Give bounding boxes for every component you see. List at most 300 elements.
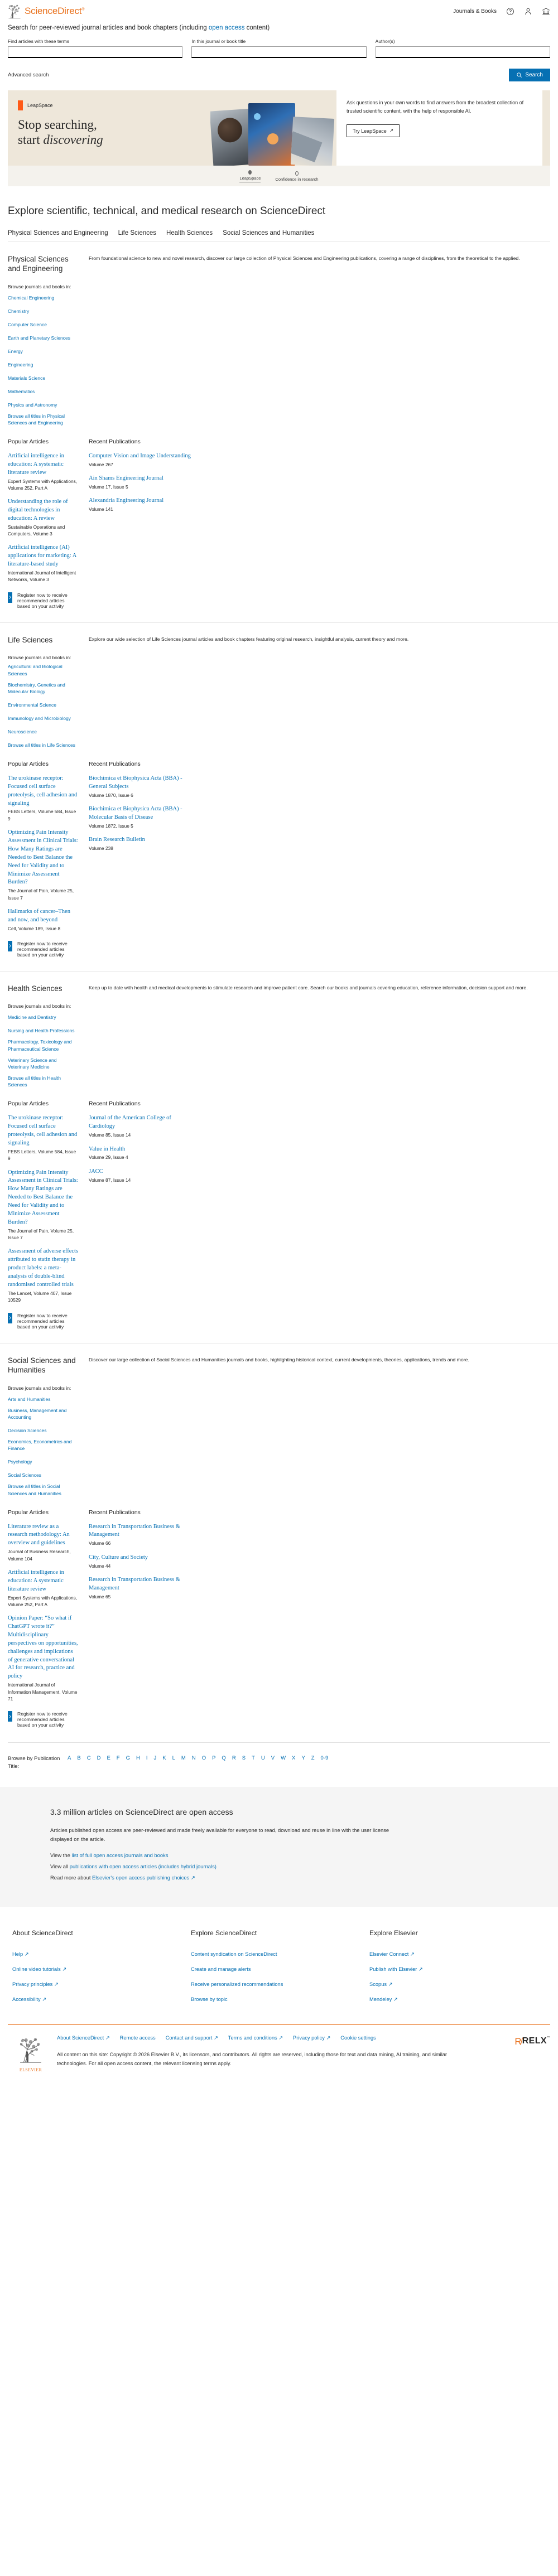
promo-right-edge bbox=[542, 90, 550, 166]
alpha-link-r[interactable]: R bbox=[232, 1755, 236, 1762]
footer-link[interactable]: Help ↗ bbox=[12, 1951, 29, 1957]
carousel-dot-icon bbox=[295, 171, 299, 176]
promo-headline-line2-emphasis: discovering bbox=[43, 132, 103, 147]
chevron-right-icon bbox=[8, 944, 12, 948]
browse-link[interactable]: Physics and Astronomy bbox=[8, 402, 57, 408]
article-title-link[interactable]: Optimizing Pain Intensity Assessment in Clinical Trials: How Many Ratings are Needed to Best Balance the Need for Validity and to Minimize Assessment Burden? bbox=[8, 1169, 78, 1226]
relx-logo bbox=[513, 2035, 550, 2072]
promo-headline-line1: Stop searching, bbox=[18, 117, 97, 132]
carousel-dot-active-icon bbox=[248, 170, 252, 175]
browse-list-item bbox=[8, 1438, 79, 1453]
recent-publications-heading: Recent Publications bbox=[89, 1509, 141, 1516]
browse-list-item bbox=[8, 1407, 79, 1422]
article-source: Sustainable Operations and Computers, Volume 3 bbox=[8, 524, 65, 537]
subject-tabs bbox=[8, 230, 550, 242]
popular-articles-column bbox=[8, 431, 79, 609]
browse-link[interactable]: Mathematics bbox=[8, 388, 35, 394]
alpha-link-f[interactable]: F bbox=[116, 1755, 120, 1762]
browse-link[interactable]: Environmental Science bbox=[8, 702, 56, 708]
carousel-item-leapspace[interactable] bbox=[239, 170, 261, 182]
alpha-link-b[interactable]: B bbox=[77, 1755, 81, 1762]
carousel-item-confidence[interactable] bbox=[275, 171, 318, 182]
search-button-label: Search bbox=[525, 71, 543, 78]
institution-icon[interactable] bbox=[542, 7, 550, 16]
footer-link-item bbox=[369, 1979, 548, 1989]
elsevier-tree-icon-footer bbox=[19, 2035, 42, 2064]
open-access-line-link[interactable]: list of full open access journals and books bbox=[71, 1852, 169, 1858]
publication-item bbox=[89, 836, 191, 852]
tab-life-sciences[interactable]: Life Sciences bbox=[118, 229, 157, 236]
subject-description: Explore our wide selection of Life Sciences journal articles and book chapters featuring original research, insightful analysis, current theory and more. bbox=[89, 636, 409, 642]
publication-title-link[interactable]: Research in Transportation Business & Management bbox=[89, 1523, 180, 1538]
subject-description: Discover our large collection of Social Sciences and Humanities journals and books, highlighting historical context, current developments, theories, applications, trends and more. bbox=[89, 1356, 469, 1362]
footer-link[interactable]: Elsevier Connect ↗ bbox=[369, 1951, 415, 1957]
footer-column-1 bbox=[191, 1929, 369, 2009]
search-field-journal-label: In this journal or book title bbox=[191, 38, 246, 44]
search-section bbox=[0, 21, 558, 90]
browse-link[interactable]: Psychology bbox=[8, 1459, 32, 1465]
alpha-link-d[interactable]: D bbox=[97, 1755, 101, 1762]
promo-artwork bbox=[210, 103, 336, 166]
article-title-link[interactable]: Assessment of adverse effects attributed to statin therapy in product labels: a meta-analysis of double-blind randomised controlled trials bbox=[8, 1248, 79, 1288]
browse-list-item bbox=[8, 663, 79, 678]
browse-list-item bbox=[8, 1012, 79, 1022]
browse-label: Browse journals and books in: bbox=[8, 1385, 71, 1391]
search-journal-input[interactable] bbox=[191, 46, 366, 58]
search-field-authors bbox=[376, 38, 550, 58]
browse-link[interactable]: Veterinary Science and Veterinary Medicine bbox=[8, 1057, 57, 1070]
tab-physical-sciences[interactable]: Physical Sciences and Engineering bbox=[8, 229, 108, 236]
site-footer bbox=[0, 1907, 558, 2009]
popular-articles-heading: Popular Articles bbox=[8, 438, 49, 445]
relx-trademark: ™ bbox=[547, 2036, 550, 2039]
popular-articles-column bbox=[8, 1501, 79, 1728]
recent-publications-heading: Recent Publications bbox=[89, 438, 141, 445]
browse-label: Browse journals and books in: bbox=[8, 283, 71, 289]
promo-banner bbox=[8, 90, 550, 166]
open-access-line bbox=[50, 1863, 550, 1869]
browse-link[interactable]: Browse all titles in Health Sciences bbox=[8, 1075, 61, 1088]
footer-link-item bbox=[191, 1949, 369, 1959]
help-icon[interactable] bbox=[506, 7, 514, 16]
register-cta-label: Register now to receive recommended articles based on your activity bbox=[17, 1711, 68, 1728]
footer-link[interactable]: Online video tutorials ↗ bbox=[12, 1966, 67, 1972]
publication-volume: Volume 238 bbox=[89, 845, 113, 851]
recent-publications-heading: Recent Publications bbox=[89, 1100, 141, 1108]
site-header bbox=[0, 0, 558, 21]
subject-description: From foundational science to new and novel research, discover our large collection of Physical Sciences and Engineering publications, covering a range of disciplines, from the theoretical to the applied. bbox=[89, 255, 520, 261]
article-source: Expert Systems with Applications, Volume 252, Part A bbox=[8, 1594, 78, 1607]
publication-title-link[interactable]: Biochimica et Biophysica Acta (BBA) - General Subjects bbox=[89, 775, 182, 790]
open-access-section bbox=[0, 1787, 558, 1907]
article-item bbox=[8, 452, 79, 491]
subject-grid bbox=[8, 1356, 550, 1728]
browse-list-item bbox=[8, 359, 79, 369]
register-chevron-box bbox=[8, 1711, 12, 1722]
footer-bottom-link[interactable]: Remote access bbox=[119, 2034, 156, 2041]
search-actions bbox=[8, 69, 550, 90]
publication-volume: Volume 1872, Issue 5 bbox=[89, 823, 133, 829]
page-title: Explore scientific, technical, and medical research on ScienceDirect bbox=[8, 205, 326, 217]
browse-list-item bbox=[8, 413, 79, 427]
alpha-link-c[interactable]: C bbox=[86, 1755, 91, 1762]
publication-volume: Volume 87, Issue 14 bbox=[89, 1177, 131, 1183]
recent-publications-heading: Recent Publications bbox=[89, 760, 141, 767]
footer-link[interactable]: Privacy principles ↗ bbox=[12, 1981, 59, 1987]
article-item bbox=[8, 908, 79, 932]
open-access-line bbox=[50, 1852, 550, 1858]
footer-link[interactable]: Scopus ↗ bbox=[369, 1981, 393, 1987]
alpha-link-i[interactable]: I bbox=[146, 1755, 148, 1762]
register-cta-label: Register now to receive recommended articles based on your activity bbox=[17, 592, 68, 609]
search-field-authors-label: Author(s) bbox=[375, 38, 395, 44]
browse-link[interactable]: Arts and Humanities bbox=[8, 1396, 51, 1402]
search-terms-input[interactable] bbox=[8, 46, 182, 58]
article-source: Journal of Business Research, Volume 104 bbox=[8, 1549, 71, 1562]
footer-column-2 bbox=[369, 1929, 548, 2009]
browse-list-item bbox=[8, 346, 79, 356]
footer-bottom-link[interactable]: About ScienceDirect ↗ bbox=[57, 2034, 110, 2041]
browse-list-item bbox=[8, 1057, 79, 1071]
footer-link[interactable]: Publish with Elsevier ↗ bbox=[369, 1966, 423, 1972]
promo-image-card-3 bbox=[291, 117, 334, 166]
publication-title-link[interactable]: Alexandria Engineering Journal bbox=[89, 497, 164, 504]
alpha-link-a[interactable]: A bbox=[68, 1755, 71, 1762]
footer-bottom-link[interactable]: Cookie settings bbox=[340, 2034, 376, 2041]
relx-wordmark: RELX bbox=[522, 2036, 547, 2046]
publication-title-link[interactable]: Journal of the American College of Cardiology bbox=[89, 1115, 171, 1130]
browse-link[interactable]: Pharmacology, Toxicology and Pharmaceutical Science bbox=[8, 1039, 72, 1052]
carousel-label-2: Confidence in research bbox=[275, 176, 319, 182]
article-source: FEBS Letters, Volume 584, Issue 9 bbox=[8, 1149, 76, 1162]
publication-volume: Volume 65 bbox=[89, 1593, 111, 1599]
alpha-link-h[interactable]: H bbox=[136, 1755, 140, 1762]
browse-link[interactable]: Earth and Planetary Sciences bbox=[8, 335, 70, 341]
article-source: FEBS Letters, Volume 584, Issue 9 bbox=[8, 809, 76, 821]
popular-articles-column bbox=[8, 1093, 79, 1329]
article-source: The Journal of Pain, Volume 25, Issue 7 bbox=[8, 888, 74, 901]
footer-bottom-link[interactable]: Contact and support ↗ bbox=[165, 2034, 218, 2041]
open-access-links bbox=[50, 1852, 550, 1881]
alpha-link-o[interactable]: O bbox=[201, 1755, 206, 1762]
footer-link-item bbox=[12, 1964, 191, 1974]
publication-title-link[interactable]: Computer Vision and Image Understanding bbox=[89, 452, 191, 459]
browse-list bbox=[8, 292, 79, 427]
browse-link[interactable]: Immunology and Microbiology bbox=[8, 715, 71, 721]
browse-label: Browse journals and books in: bbox=[8, 655, 71, 661]
footer-link[interactable]: Accessibility ↗ bbox=[12, 1996, 47, 2002]
publication-item bbox=[89, 1114, 191, 1138]
browse-list bbox=[8, 1012, 79, 1089]
advanced-search-link[interactable]: Advanced search bbox=[8, 71, 49, 78]
publication-title-link[interactable]: JACC bbox=[89, 1168, 103, 1175]
subject-heading: Health Sciences bbox=[8, 984, 62, 993]
browse-link[interactable]: Engineering bbox=[8, 361, 33, 368]
browse-list-item bbox=[8, 1075, 79, 1089]
footer-link-item bbox=[12, 1994, 191, 2004]
alpha-link-q[interactable]: Q bbox=[222, 1755, 226, 1762]
browse-list bbox=[8, 663, 79, 750]
elsevier-tree-icon bbox=[8, 3, 21, 19]
relx-mark-icon: R̸ bbox=[513, 2036, 522, 2047]
publication-item bbox=[89, 497, 191, 513]
publication-item bbox=[89, 1576, 191, 1600]
search-heading bbox=[8, 25, 550, 31]
article-title-link[interactable]: Literature review as a research methodology: An overview and guidelines bbox=[8, 1523, 70, 1546]
footer-link-list bbox=[191, 1949, 369, 2004]
article-source: The Journal of Pain, Volume 25, Issue 7 bbox=[8, 1227, 74, 1241]
browse-list-item bbox=[8, 399, 79, 409]
alpha-link-g[interactable]: G bbox=[126, 1755, 130, 1762]
publication-volume: Volume 29, Issue 4 bbox=[89, 1154, 128, 1161]
browse-link[interactable]: Browse all titles in Social Sciences and Humanities bbox=[8, 1483, 61, 1496]
footer-link-item bbox=[369, 1964, 548, 1974]
subject-left-column bbox=[8, 984, 79, 1093]
subject-heading: Social Sciences and Humanities bbox=[8, 1356, 76, 1375]
explore-section bbox=[0, 186, 558, 242]
article-source: Expert Systems with Applications, Volume 252, Part A bbox=[8, 478, 78, 491]
browse-list-item bbox=[8, 1425, 79, 1435]
publication-item bbox=[89, 1523, 191, 1547]
search-button[interactable] bbox=[509, 69, 550, 81]
subject-description: Keep up to date with health and medical developments to stimulate research and improve patient care. Search our books and journals covering education, reference information, decision support and more. bbox=[89, 984, 528, 990]
search-heading-prefix: Search for peer-reviewed journal articles and book chapters (including bbox=[8, 25, 209, 31]
promo-image-card-2 bbox=[248, 103, 295, 166]
footer-column-heading: About ScienceDirect bbox=[12, 1929, 73, 1937]
browse-list-item bbox=[8, 386, 79, 396]
recent-publications-column bbox=[89, 1501, 191, 1728]
open-access-line-prefix: View all bbox=[50, 1863, 70, 1869]
article-source: The Lancet, Volume 407, Issue 10529 bbox=[8, 1290, 72, 1303]
browse-list-item bbox=[8, 713, 79, 723]
alpha-link-u[interactable]: U bbox=[261, 1755, 265, 1762]
popular-articles-heading: Popular Articles bbox=[8, 1100, 49, 1108]
browse-link[interactable]: Chemical Engineering bbox=[8, 294, 55, 301]
alpha-link-z[interactable]: Z bbox=[311, 1755, 315, 1762]
try-leapspace-label: Try LeapSpace bbox=[353, 128, 387, 134]
external-link-arrow-icon: ↗ bbox=[389, 128, 394, 134]
search-icon bbox=[516, 72, 522, 78]
browse-list-item bbox=[8, 306, 79, 316]
try-leapspace-button[interactable] bbox=[347, 124, 400, 137]
browse-link[interactable]: Biochemistry, Genetics and Molecular Biology bbox=[8, 682, 65, 694]
browse-link[interactable]: Computer Science bbox=[8, 321, 47, 327]
browse-list-item bbox=[8, 319, 79, 329]
publication-title-link[interactable]: Biochimica et Biophysica Acta (BBA) - Molecular Basis of Disease bbox=[89, 805, 182, 820]
search-authors-input[interactable] bbox=[376, 46, 550, 58]
browse-list-item bbox=[8, 699, 79, 709]
browse-link[interactable]: Nursing and Health Professions bbox=[8, 1028, 75, 1034]
recent-publications-column bbox=[89, 753, 191, 958]
promo-copy: Ask questions in your own words to find answers from the broadest collection of trusted scientific content, with the help of responsible AI. bbox=[347, 99, 524, 114]
footer-bottom-links bbox=[57, 2035, 459, 2041]
footer-link[interactable]: Create and manage alerts bbox=[191, 1966, 251, 1972]
alphabet-links bbox=[68, 1755, 328, 1771]
browse-by-title-section bbox=[8, 1742, 550, 1787]
alpha-link-y[interactable]: Y bbox=[301, 1755, 305, 1762]
elsevier-wordmark: ELSEVIER bbox=[19, 2067, 42, 2072]
register-cta[interactable] bbox=[8, 1711, 79, 1728]
register-cta-label: Register now to receive recommended articles based on your activity bbox=[17, 940, 68, 958]
alpha-link-w[interactable]: W bbox=[281, 1755, 286, 1762]
promo-tag-label: LeapSpace bbox=[27, 102, 53, 108]
article-item bbox=[8, 1569, 79, 1608]
footer-bottom-link[interactable]: Terms and conditions ↗ bbox=[228, 2034, 283, 2041]
publication-item bbox=[89, 1554, 191, 1569]
alpha-link-l[interactable]: L bbox=[172, 1755, 175, 1762]
register-cta[interactable] bbox=[8, 941, 79, 958]
subject-section-health-sciences bbox=[0, 971, 558, 1330]
copyright-text: All content on this site: Copyright © 2026 Elsevier B.V., its licensors, and contributors. All rights are reserved, including those for text and data mining, AI training, and similar technologies. For all open access content, the relevant licensing terms apply. bbox=[57, 2051, 447, 2067]
subject-left-column bbox=[8, 254, 79, 431]
publication-item bbox=[89, 1168, 191, 1183]
browse-link[interactable]: Neuroscience bbox=[8, 728, 37, 734]
browse-link[interactable]: Browse all titles in Life Sciences bbox=[8, 742, 75, 748]
publication-volume: Volume 17, Issue 5 bbox=[89, 484, 128, 490]
publication-volume: Volume 85, Issue 14 bbox=[89, 1132, 131, 1138]
tab-social-sciences[interactable]: Social Sciences and Humanities bbox=[223, 229, 315, 236]
chevron-right-icon bbox=[8, 1714, 12, 1719]
article-title-link[interactable]: Opinion Paper: “So what if ChatGPT wrote it?” Multidisciplinary perspectives on opportunities, challenges and implications of generative conversational AI for research, practice and policy bbox=[8, 1615, 78, 1680]
open-access-link[interactable]: open access bbox=[208, 25, 245, 31]
browse-link[interactable]: Browse all titles in Physical Sciences and Engineering bbox=[8, 413, 65, 426]
publication-title-link[interactable]: Ain Shams Engineering Journal bbox=[89, 475, 163, 482]
browse-by-title-label: Browse by Publication Title: bbox=[8, 1756, 60, 1770]
browse-label: Browse journals and books in: bbox=[8, 1003, 71, 1009]
subject-grid bbox=[8, 254, 550, 609]
popular-articles-column bbox=[8, 753, 79, 958]
open-access-paragraph: Articles published open access are peer-reviewed and made freely available for everyone to read, download and reuse in line with the user license displayed on the article. bbox=[50, 1826, 389, 1843]
browse-link[interactable]: Chemistry bbox=[8, 308, 30, 314]
alpha-link-k[interactable]: K bbox=[162, 1755, 166, 1762]
browse-link[interactable]: Business, Management and Accounting bbox=[8, 1407, 67, 1420]
publication-item bbox=[89, 805, 191, 829]
browse-list-item bbox=[8, 726, 79, 736]
search-field-terms bbox=[8, 38, 182, 58]
article-item bbox=[8, 775, 79, 822]
article-title-link[interactable]: Artificial intelligence in education: A systematic literature review bbox=[8, 452, 64, 476]
trademark-symbol: ® bbox=[81, 7, 85, 12]
browse-link[interactable]: Decision Sciences bbox=[8, 1427, 47, 1433]
footer-bottom-content bbox=[57, 2035, 505, 2072]
article-item bbox=[8, 1169, 79, 1241]
promo-accent-bar bbox=[18, 100, 23, 110]
register-cta[interactable] bbox=[8, 592, 79, 609]
alpha-link-t[interactable]: T bbox=[252, 1755, 255, 1762]
promo-left-panel bbox=[8, 90, 336, 166]
subject-section-social-sciences bbox=[0, 1343, 558, 1728]
article-source: International Journal of Information Management, Volume 71 bbox=[8, 1682, 78, 1702]
publication-volume: Volume 267 bbox=[89, 461, 113, 467]
alpha-link-s[interactable]: S bbox=[242, 1755, 246, 1762]
popular-articles-heading: Popular Articles bbox=[8, 760, 49, 767]
article-source: International Journal of Intelligent Networks, Volume 3 bbox=[8, 570, 76, 583]
bottom-spacer bbox=[0, 2078, 558, 2100]
alpha-link-n[interactable]: N bbox=[191, 1755, 196, 1762]
footer-link[interactable]: Browse by topic bbox=[191, 1996, 228, 2002]
open-access-line-link[interactable]: publications with open access articles (includes hybrid journals) bbox=[69, 1863, 217, 1869]
recent-publications-column bbox=[89, 431, 191, 609]
browse-link[interactable]: Social Sciences bbox=[8, 1472, 42, 1478]
browse-list-item bbox=[8, 1025, 79, 1035]
register-cta[interactable] bbox=[8, 1313, 79, 1330]
article-title-link[interactable]: Understanding the role of digital technologies in education: A review bbox=[8, 499, 68, 521]
alpha-link-m[interactable]: M bbox=[181, 1755, 186, 1762]
header-actions bbox=[453, 7, 550, 16]
promo-carousel-controls bbox=[8, 166, 550, 186]
article-title-link[interactable]: Hallmarks of cancer–Then and now, and beyond bbox=[8, 908, 70, 923]
sciencedirect-logo[interactable] bbox=[8, 3, 84, 19]
alpha-link-0-9[interactable]: 0-9 bbox=[320, 1755, 329, 1762]
article-item bbox=[8, 1615, 79, 1702]
footer-link[interactable]: Content syndication on ScienceDirect bbox=[191, 1951, 277, 1957]
article-title-link[interactable]: Artificial intelligence (AI) applications for marketing: A literature-based study bbox=[8, 544, 76, 568]
publication-title-link[interactable]: Brain Research Bulletin bbox=[89, 836, 145, 843]
browse-link[interactable]: Energy bbox=[8, 348, 23, 354]
open-access-title: 3.3 million articles on ScienceDirect are open access bbox=[50, 1807, 233, 1816]
article-title-link[interactable]: The urokinase receptor: Focused cell surface proteolysis, cell adhesion and signaling bbox=[8, 775, 78, 806]
recent-publications-column bbox=[89, 1093, 191, 1329]
article-title-link[interactable]: Optimizing Pain Intensity Assessment in Clinical Trials: How Many Ratings are Needed to Best Balance the Need for Validity and to Minimize Assessment Burden? bbox=[8, 829, 78, 886]
alpha-link-v[interactable]: V bbox=[271, 1755, 275, 1762]
journals-books-link[interactable]: Journals & Books bbox=[453, 8, 497, 15]
browse-link[interactable]: Medicine and Dentistry bbox=[8, 1014, 56, 1021]
open-access-line-link[interactable]: Elsevier's open access publishing choices ↗ bbox=[92, 1874, 195, 1881]
browse-link[interactable]: Economics, Econometrics and Finance bbox=[8, 1438, 72, 1452]
browse-link[interactable]: Agricultural and Biological Sciences bbox=[8, 664, 62, 676]
footer-link[interactable]: Mendeley ↗ bbox=[369, 1996, 398, 2002]
browse-list-item bbox=[8, 1038, 79, 1053]
publication-volume: Volume 1870, Issue 6 bbox=[89, 792, 133, 798]
footer-link-item bbox=[191, 1994, 369, 2004]
footer-link[interactable]: Receive personalized recommendations bbox=[191, 1981, 283, 1987]
open-access-line-prefix: View the bbox=[50, 1852, 72, 1858]
tab-health-sciences[interactable]: Health Sciences bbox=[166, 229, 213, 236]
article-title-link[interactable]: Artificial intelligence in education: A systematic literature review bbox=[8, 1569, 64, 1592]
register-chevron-box bbox=[8, 592, 12, 603]
alpha-link-j[interactable]: J bbox=[153, 1755, 157, 1762]
subject-heading: Life Sciences bbox=[8, 635, 53, 644]
publication-volume: Volume 66 bbox=[89, 1540, 111, 1546]
publication-title-link[interactable]: City, Culture and Society bbox=[89, 1554, 148, 1560]
article-item bbox=[8, 498, 79, 537]
search-heading-suffix: content) bbox=[244, 25, 270, 31]
browse-list-item bbox=[8, 1470, 79, 1480]
subject-left-column bbox=[8, 1356, 79, 1501]
publication-volume: Volume 44 bbox=[89, 1563, 111, 1569]
alpha-link-p[interactable]: P bbox=[212, 1755, 216, 1762]
browse-list-item bbox=[8, 682, 79, 696]
publication-volume: Volume 141 bbox=[89, 506, 113, 513]
article-item bbox=[8, 1523, 79, 1562]
subject-grid bbox=[8, 635, 550, 958]
alpha-link-e[interactable]: E bbox=[107, 1755, 110, 1762]
publication-title-link[interactable]: Value in Health bbox=[89, 1146, 126, 1152]
article-item bbox=[8, 544, 79, 583]
subject-grid bbox=[8, 984, 550, 1330]
browse-link[interactable]: Materials Science bbox=[8, 375, 46, 381]
account-icon[interactable] bbox=[524, 7, 532, 16]
article-title-link[interactable]: The urokinase receptor: Focused cell surface proteolysis, cell adhesion and signaling bbox=[8, 1115, 78, 1147]
footer-bottom-link[interactable]: Privacy policy ↗ bbox=[293, 2034, 331, 2041]
footer-link-item bbox=[12, 1949, 191, 1959]
register-chevron-box bbox=[8, 1313, 12, 1323]
footer-link-item bbox=[369, 1994, 548, 2004]
publication-title-link[interactable]: Research in Transportation Business & Management bbox=[89, 1576, 180, 1591]
publication-item bbox=[89, 775, 191, 799]
footer-link-list bbox=[12, 1949, 191, 2004]
alpha-link-x[interactable]: X bbox=[292, 1755, 296, 1762]
